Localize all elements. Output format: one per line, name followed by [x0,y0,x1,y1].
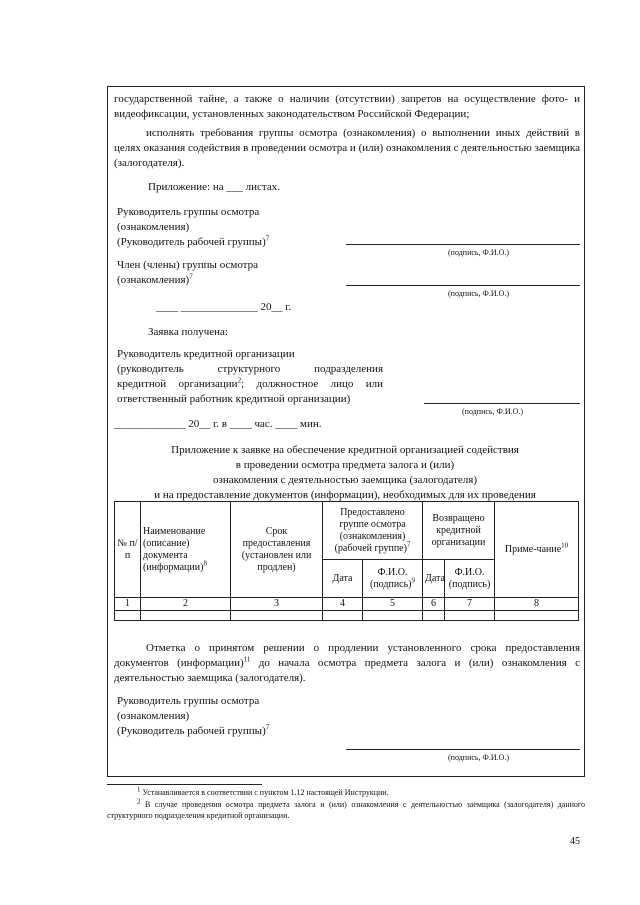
col-header-provided-text: Предоставлено группе осмотра (ознакомления) (рабочей группе) [334,506,407,554]
col-header-term: Срок предоставления (установлен или продлен) [231,502,323,598]
datetime-line: _____________ 20__ г. в ____ час. ____ мин. [114,418,322,430]
subheader-fio [363,560,423,598]
empty-cell [423,611,445,621]
intro-paragraph-2: исполнять требования группы осмотра (ознакомления) о выполнении иных действий в целях оказания содействия в проведении осмотра и (или) ознакомления с деятельностью заемщика (залогодателя). [114,127,580,169]
appendix-title [110,443,580,503]
group-head-line-2: (ознакомления) [117,221,190,233]
column-number: 6 [423,598,445,611]
bank-head-line-2: (руководитель структурного подразделения [117,363,383,375]
footnote-2 [107,799,585,821]
column-number: 3 [231,598,323,611]
empty-cell [231,611,323,621]
subheader-date: Дата [323,560,363,598]
members-line-2: (ознакомления) [117,274,190,286]
col-header-name-text: Наименование (описание) документа (информации) [143,525,206,573]
extension-note-text-b: до начала осмотра предмета залога и (или) ознакомления с деятельностью заемщика (залогодателя). [114,657,581,684]
col-header-number: № п/п [115,502,141,598]
appendix-title-line-1: Приложение к заявке на обеспечение кредитной организацией содействия [171,444,519,456]
group-head-line-3: (Руководитель рабочей группы) [117,236,266,248]
bank-head-line-3a: кредитной организации [117,378,238,390]
subheader-date-returned: Дата [423,560,445,598]
col-header-note-text: Приме-чание [504,543,562,555]
signature-caption: (подпись, Ф.И.О.) [448,289,510,298]
appendix-title-line-3: ознакомления с деятельностью заемщика (залогодателя) [212,474,478,486]
footnote-separator [107,784,262,785]
footnote-1-text: Устанавливается в соответствии с пунктом 1.12 настоящей Инструкции. [142,788,389,797]
footnote-ref: 10 [561,541,569,550]
bank-head-line-3b: ; должностное лицо или [241,378,383,390]
empty-table-row [115,611,579,621]
appendix-table [114,501,579,621]
column-number: 5 [363,598,423,611]
bank-head-signer [117,347,383,407]
column-number-row [115,598,579,611]
footnote-ref: 8 [203,559,207,568]
extension-note-text-a: Отметка о принятом решении о продлении установленного срока предоставления документов (информации) [114,642,580,669]
col-header-name [141,502,231,598]
final-signer [117,694,337,739]
final-signer-line-2: (ознакомления) [117,710,190,722]
final-signer-line-1: Руководитель группы осмотра [117,695,260,707]
final-signer-line-3: (Руководитель рабочей группы) [117,725,266,737]
footnote-marker: 1 [137,785,141,794]
footnote-ref: 7 [189,272,193,281]
col-header-provided [323,502,423,560]
col-header-note [495,502,579,598]
members-line-1: Член (члены) группы осмотра [117,259,258,271]
subheader-fio-text: Ф.И.О. (подпись) [370,566,412,590]
footnote-ref: 11 [243,655,251,664]
column-number: 1 [115,598,141,611]
appendix-title-line-4: и на предоставление документов (информации), необходимых для их проведения [154,489,536,501]
empty-cell [323,611,363,621]
empty-cell [363,611,423,621]
footnote-1 [107,787,585,798]
column-number: 8 [495,598,579,611]
empty-cell [495,611,579,621]
footnote-ref: 9 [411,576,416,585]
signature-caption: (подпись, Ф.И.О.) [462,407,524,416]
date-line: ____ ______________ 20__ г. [156,301,292,313]
group-members-signer [117,258,337,288]
column-number: 7 [445,598,495,611]
signature-caption: (подпись, Ф.И.О.) [448,248,510,257]
appendix-title-line-2: в проведении осмотра предмета залога и (или) [235,459,455,471]
column-number: 2 [141,598,231,611]
signature-line [346,749,580,750]
bank-head-line-4: ответственный работник кредитной организации) [117,393,351,405]
page-number: 45 [570,836,580,847]
signature-line [424,403,580,404]
footnote-ref: 7 [406,540,411,549]
signature-caption: (подпись, Ф.И.О.) [448,753,510,762]
attachment-line: Приложение: на ___ листах. [148,181,280,193]
extension-note [114,641,580,686]
footnote-ref: 7 [265,723,270,732]
footnote-marker: 2 [137,797,141,806]
bank-head-line-1: Руководитель кредитной организации [117,348,295,360]
empty-cell [141,611,231,621]
group-head-signer [117,205,337,250]
request-received: Заявка получена: [148,326,228,338]
col-header-returned: Возвращено кредитной организации [423,502,495,560]
intro-paragraph-1: государственной тайне, а также о наличии (отсутствии) запретов на осуществление фото- и видеофиксации, установленных законодательством Российской Федерации; [114,93,580,120]
subheader-fio-returned: Ф.И.О. (подпись) [445,560,495,598]
column-number: 4 [323,598,363,611]
footnote-ref: 2 [237,376,242,385]
signature-line [346,285,580,286]
footnote-2-text: В случае проведения осмотра предмета залога и (или) ознакомления с деятельностью заемщика (залогодателя) данного структурного подразделения кредитной организации. [107,800,586,820]
group-head-line-1: Руководитель группы осмотра [117,206,260,218]
footnote-ref: 7 [265,234,270,243]
empty-cell [115,611,141,621]
empty-cell [445,611,495,621]
signature-line [346,244,580,245]
